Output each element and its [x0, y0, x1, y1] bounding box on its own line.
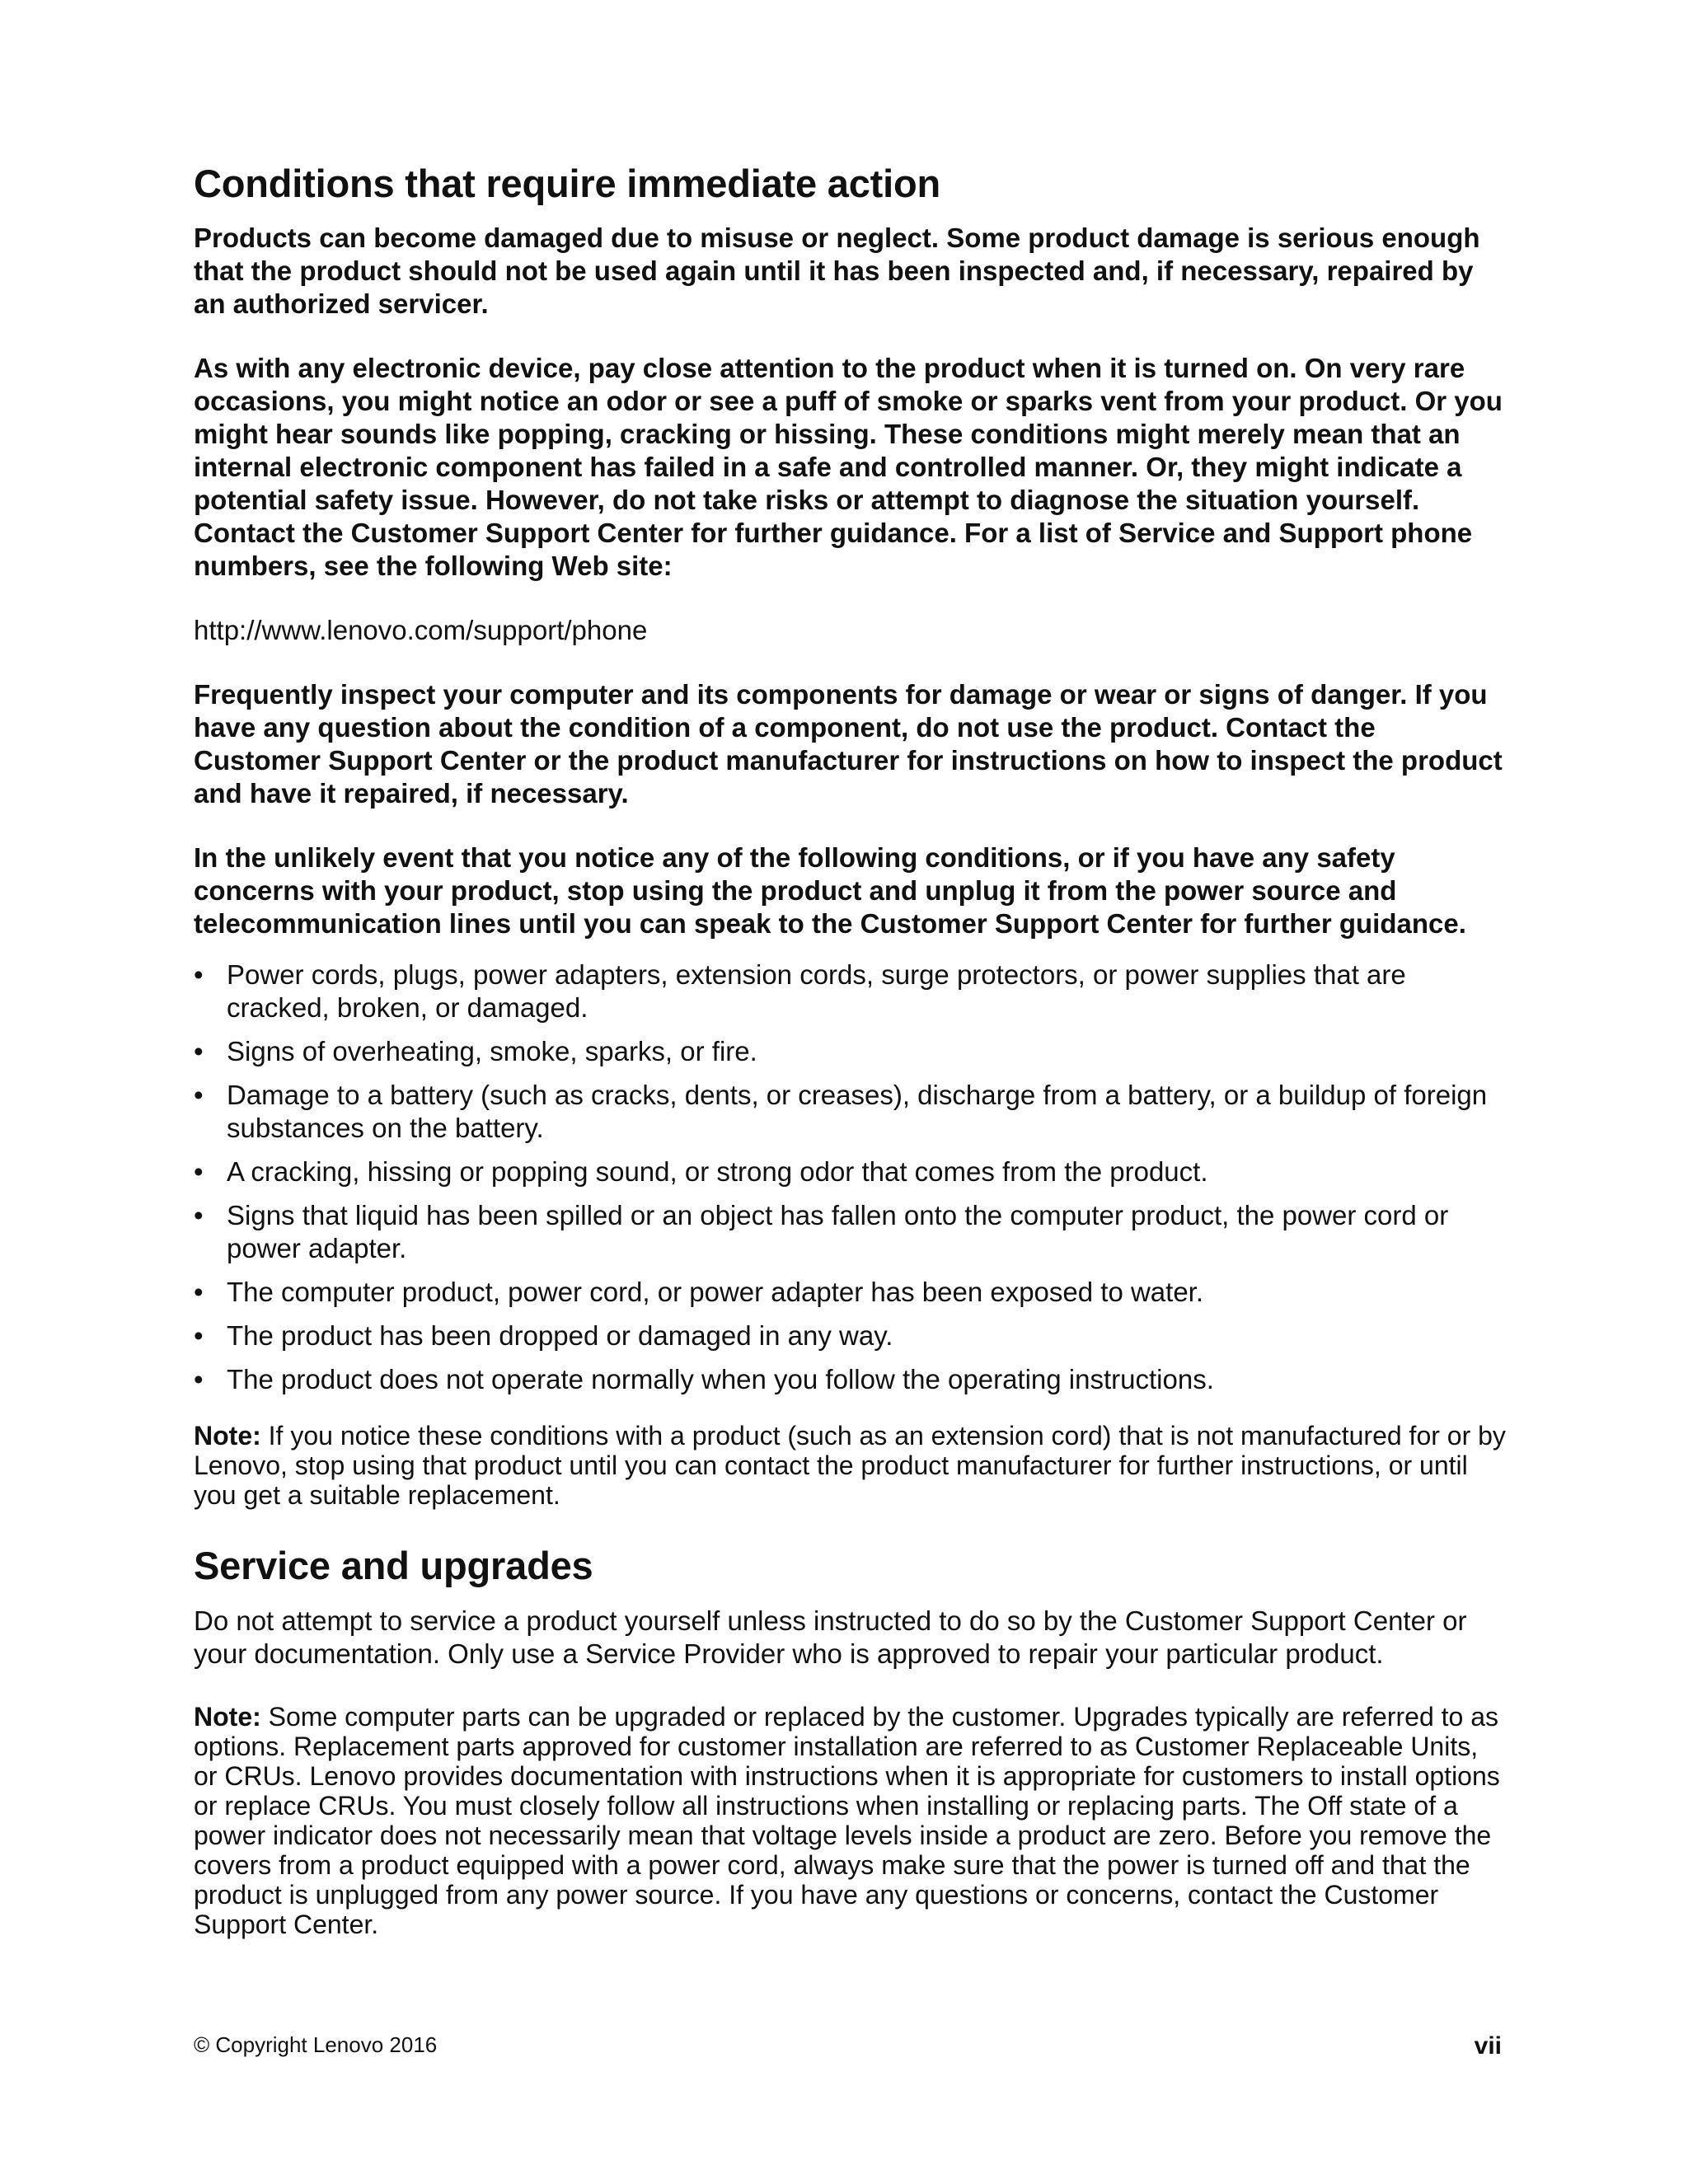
note-label: Note:: [194, 1701, 261, 1732]
list-item: • The product has been dropped or damaged in any way.: [194, 1320, 893, 1352]
section-heading-immediate-action: Conditions that require immediate action: [194, 162, 940, 205]
paragraph-service: Do not attempt to service a product yourself unless instructed to do so by the Customer Support Center or your documentation. Only use a Service Provider who is approved to repair your particular product.: [194, 1605, 1467, 1669]
note-upgrades: [194, 1702, 1508, 1939]
paragraph-electronic-device: As with any electronic device, pay close attention to the product when it is turned on. On very rare occasions, you might notice an odor or see a puff of smoke or sparks vent from your product. Or you might hear sounds like popping, cracking or hissing. These conditions might merely mean that an internal electronic component has failed in a safe and controlled manner. Or, they might indicate a potential safety issue. However, do not take risks or attempt to diagnose the situation yourself. Contact the Customer Support Center for further guidance. For a list of Service and Support phone numbers, see the following Web site:: [194, 353, 1503, 582]
bullet-icon: •: [194, 1156, 204, 1188]
section-service-upgrades: [194, 1543, 1508, 1938]
bullet-icon: •: [194, 1364, 204, 1395]
page-number: vii: [1474, 2032, 1502, 2060]
copyright-footer: © Copyright Lenovo 2016: [194, 2032, 438, 2057]
list-item: • The computer product, power cord, or power adapter has been exposed to water.: [194, 1277, 1204, 1308]
note-label: Note:: [194, 1421, 261, 1451]
bullet-icon: •: [194, 1080, 204, 1111]
page-content: [194, 161, 1508, 1972]
paragraph-inspect: Frequently inspect your computer and its components for damage or wear or signs of danger. If you have any question about the condition of a component, do not use the product. Contact the Customer Support Center or the product manufacturer for instructions on how to inspect the product and have it repaired, if necessary.: [194, 679, 1503, 809]
list-item: • Signs that liquid has been spilled or an object has fallen onto the computer product, the power cord or power adapter.: [194, 1200, 1449, 1264]
paragraph-unlikely-event: In the unlikely event that you notice any of the following conditions, or if you have any safety concerns with your product, stop using the product and unplug it from the power source and telecommunication lines until you can speak to the Customer Support Center for further guidance.: [194, 842, 1466, 940]
bullet-icon: •: [194, 959, 204, 991]
list-item: • The product does not operate normally when you follow the operating instructions.: [194, 1364, 1214, 1395]
conditions-list: [194, 958, 1508, 1396]
note-text: If you notice these conditions with a product (such as an extension cord) that is not manufactured for or by Lenovo, stop using that product until you can contact the product manufacturer for further instructions, or until you get a suitable replacement.: [194, 1421, 1506, 1511]
bullet-icon: •: [194, 1320, 204, 1352]
support-phone-link[interactable]: http://www.lenovo.com/support/phone: [194, 615, 648, 646]
bullet-icon: •: [194, 1036, 204, 1067]
paragraph-damage: Products can become damaged due to misuse or neglect. Some product damage is serious enough that the product should not be used again until it has been inspected and, if necessary, repaired by an authorized servicer.: [194, 223, 1480, 320]
note-text: Some computer parts can be upgraded or replaced by the customer. Upgrades typically are referred to as options. Replacement parts approved for customer installation are referred to as Customer Replaceable Units, or CRUs. Lenovo provides documentation with instructions when it is appropriate for customers to install options or replace CRUs. You must closely follow all instructions when installing or replacing parts. The Off state of a power indicator does not necessarily mean that voltage levels inside a product are zero. Before you remove the covers from a product equipped with a power cord, always make sure that the power is turned off and that the product is unplugged from any power source. If you have any questions or concerns, contact the Customer Support Center.: [194, 1701, 1500, 1939]
list-item: • Power cords, plugs, power adapters, extension cords, surge protectors, or power supplies that are cracked, broken, or damaged.: [194, 959, 1406, 1024]
list-item: • Signs of overheating, smoke, sparks, or fire.: [194, 1036, 757, 1067]
list-item: • A cracking, hissing or popping sound, or strong odor that comes from the product.: [194, 1156, 1208, 1188]
bullet-icon: •: [194, 1200, 204, 1231]
section-heading-service-upgrades: Service and upgrades: [194, 1544, 593, 1588]
bullet-icon: •: [194, 1277, 204, 1308]
note-conditions: [194, 1421, 1508, 1510]
list-item: • Damage to a battery (such as cracks, dents, or creases), discharge from a battery, or a buildup of foreign substances on the battery.: [194, 1080, 1488, 1144]
